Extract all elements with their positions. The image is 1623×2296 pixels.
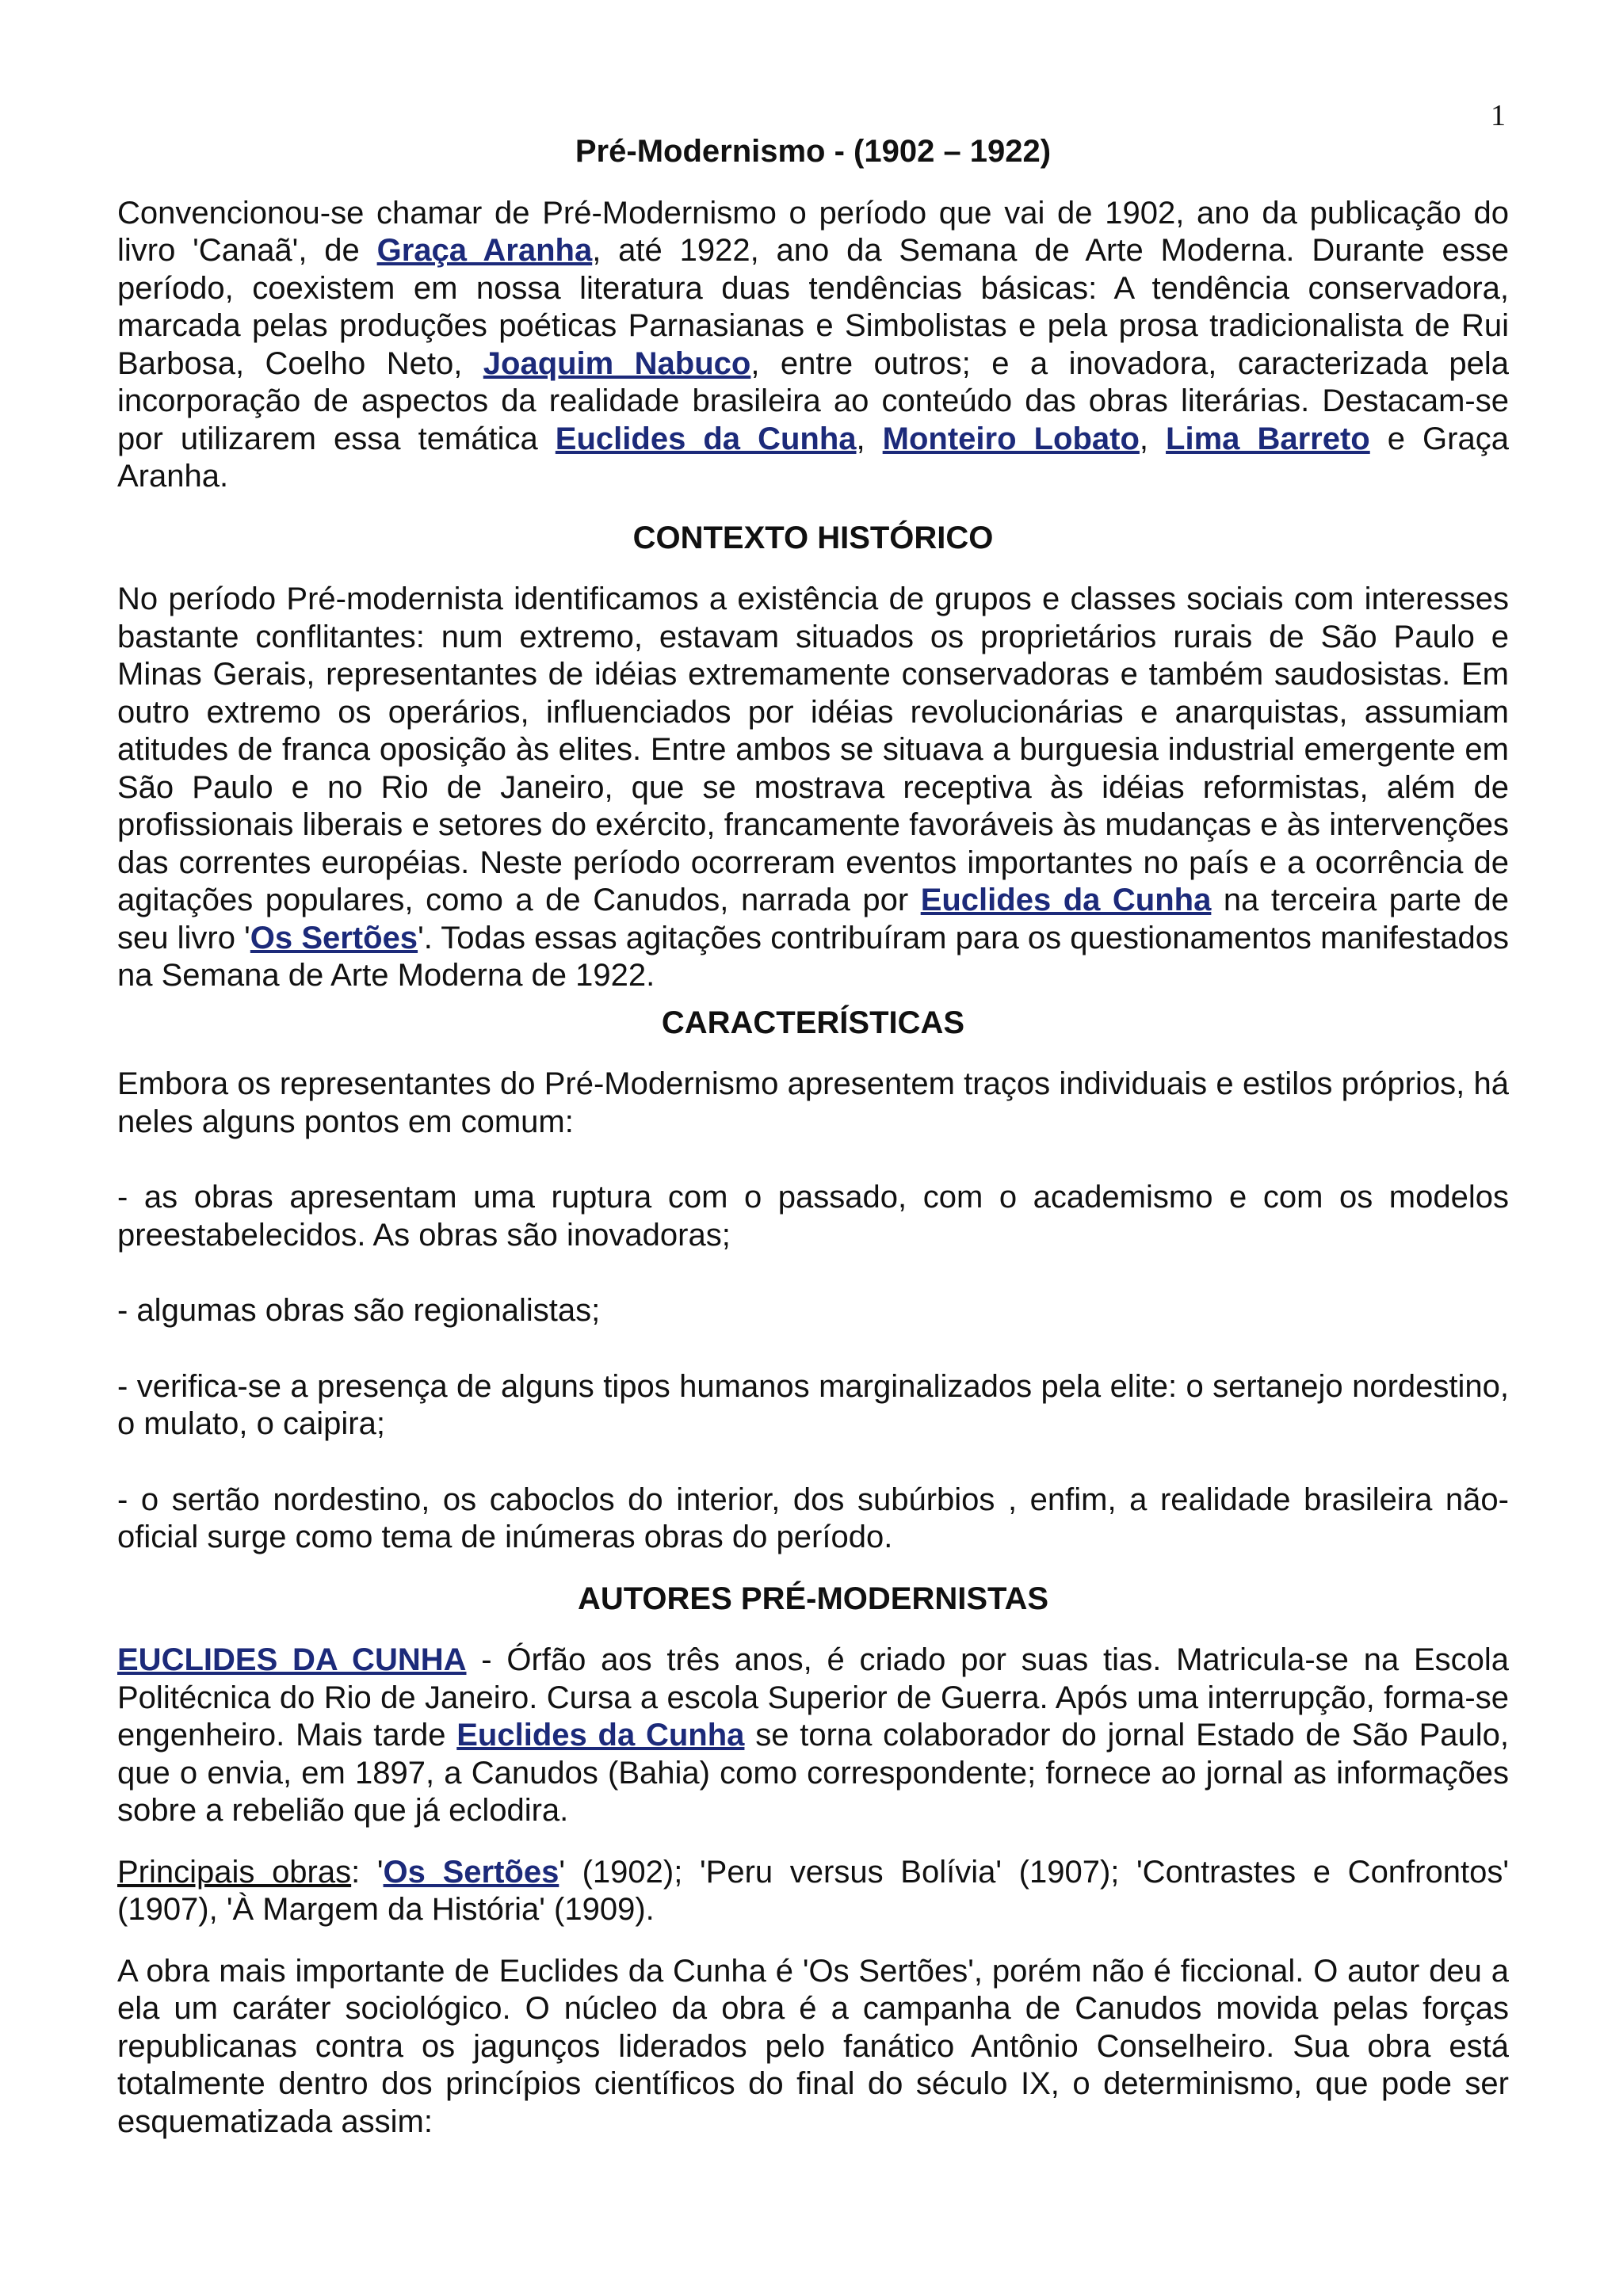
link-euclides-da-cunha[interactable]: Euclides da Cunha <box>555 421 857 456</box>
text: - Órfão aos três anos, é criado por suas tias. Matricula-se na Escola Politécnica do Rio de Janeiro. Cursa a escola Superior de Guerra. Após uma interrupção, forma-se engenheiro. Mais tarde <box>117 1642 1510 1753</box>
list-item: - o sertão nordestino, os caboclos do interior, dos subúrbios , enfim, a realidade brasileira não-oficial surge como tema de inúmeras obras do período. <box>117 1482 1509 1554</box>
text: , <box>856 421 883 456</box>
link-euclides-da-cunha[interactable]: Euclides da Cunha <box>456 1718 745 1753</box>
intro-paragraph <box>117 195 1509 496</box>
os-sertoes-paragraph: A obra mais importante de Euclides da Cunha é 'Os Sertões', porém não é ficcional. O autor deu a ela um caráter sociológico. O núcleo da obra é a campanha de Canudos movida pelas forças republicanas contra os jagunços liderados pelo fanático Antônio Conselheiro. Sua obra está totalmente dentro dos princípios científicos do final do século IX, o determinismo, que pode ser esquematizada assim: <box>117 1953 1509 2139</box>
text: , <box>1139 421 1167 456</box>
link-graca-aranha[interactable]: Graça Aranha <box>376 233 593 268</box>
link-lima-barreto[interactable]: Lima Barreto <box>1166 421 1370 456</box>
page-title: Pré-Modernismo - (1902 – 1922) <box>575 134 1052 169</box>
text: , até 1922, ano da Semana de Arte Moderna. Durante esse período, coexistem em nossa literatura duas tendências básicas: A tendência conservadora, marcada pelas produções poéticas Parnasianas e Simbolistas e pela prosa tradicionalista de Rui Barbosa, Coelho Neto, <box>117 233 1510 381</box>
link-monteiro-lobato[interactable]: Monteiro Lobato <box>882 421 1140 456</box>
euclides-paragraph <box>117 1642 1509 1830</box>
text: Convencionou-se chamar de Pré-Modernismo o período que vai de 1902, ano da publicação do livro 'Canaã', de <box>117 195 1509 268</box>
text: No período Pré-modernista identificamos a existência de grupos e classes sociais com interesses bastante conflitantes: num extremo, estavam situados os proprietários rurais de São Paulo e Minas Gerais, representantes de idéias extremamente conservadoras e também saudosistas. Em outro extremo os operários, influenciados por idéias revolucionárias e anarquistas, assumiam atitudes de franca oposição às elites. Entre ambos se situava a burguesia industrial emergente em São Paulo e no Rio de Janeiro, que se mostrava receptiva às idéias reformistas, além de profissionais liberais e setores do exército, francamente favoráveis às mudanças e às intervenções das correntes européias. Neste período ocorreram eventos importantes no país e a ocorrência de agitações populares, como a de Canudos, narrada por <box>117 582 1509 917</box>
link-os-sertoes[interactable]: Os Sertões <box>383 1854 559 1890</box>
contexto-paragraph <box>117 581 1509 995</box>
heading-autores-pre-modernistas: AUTORES PRÉ-MODERNISTAS <box>577 1581 1049 1616</box>
text: se torna colaborador do jornal Estado de São Paulo, que o envia, em 1897, a Canudos (Bahia) como correspondente; fornece ao jornal as informações sobre a rebelião que já eclodira. <box>117 1718 1510 1828</box>
text: ' (1902); 'Peru versus Bolívia' (1907); 'Contrastes e Confrontos' (1907), 'À Margem da História' (1909). <box>117 1854 1509 1927</box>
list-item: - as obras apresentam uma ruptura com o passado, com o academismo e com os modelos preestabelecidos. As obras são inovadoras; <box>117 1180 1509 1253</box>
link-euclides-da-cunha[interactable]: Euclides da Cunha <box>920 883 1212 917</box>
page-number: 1 <box>1491 99 1506 132</box>
list-item: - verifica-se a presença de alguns tipos humanos marginalizados pela elite: o sertanejo nordestino, o mulato, o caipira; <box>117 1368 1509 1441</box>
principais-obras-label: Principais obras <box>117 1854 352 1890</box>
link-euclides-da-cunha-title[interactable]: EUCLIDES DA CUNHA <box>117 1642 467 1677</box>
text: , entre outros; e a inovadora, caracterizada pela incorporação de aspectos da realidade brasileira ao conteúdo das obras literárias. Destacam-se por utilizarem essa temática <box>117 345 1509 456</box>
text: : ' <box>351 1854 384 1890</box>
link-joaquim-nabuco[interactable]: Joaquim Nabuco <box>483 345 751 381</box>
document-body <box>117 133 1509 2141</box>
heading-caracteristicas: CARACTERÍSTICAS <box>661 1005 965 1040</box>
text: e Graça Aranha. <box>117 421 1509 494</box>
text: '. Todas essas agitações contribuíram para os questionamentos manifestados na Semana de Arte Moderna de 1922. <box>117 920 1509 993</box>
principais-obras-paragraph <box>117 1854 1509 1929</box>
text: na terceira parte de seu livro ' <box>117 883 1509 955</box>
caracteristicas-intro: Embora os representantes do Pré-Modernismo apresentem traços individuais e estilos próprios, há neles alguns pontos em comum: <box>117 1066 1509 1139</box>
heading-contexto-historico: CONTEXTO HISTÓRICO <box>632 520 994 555</box>
link-os-sertoes[interactable]: Os Sertões <box>250 920 418 955</box>
list-item: - algumas obras são regionalistas; <box>117 1293 601 1328</box>
